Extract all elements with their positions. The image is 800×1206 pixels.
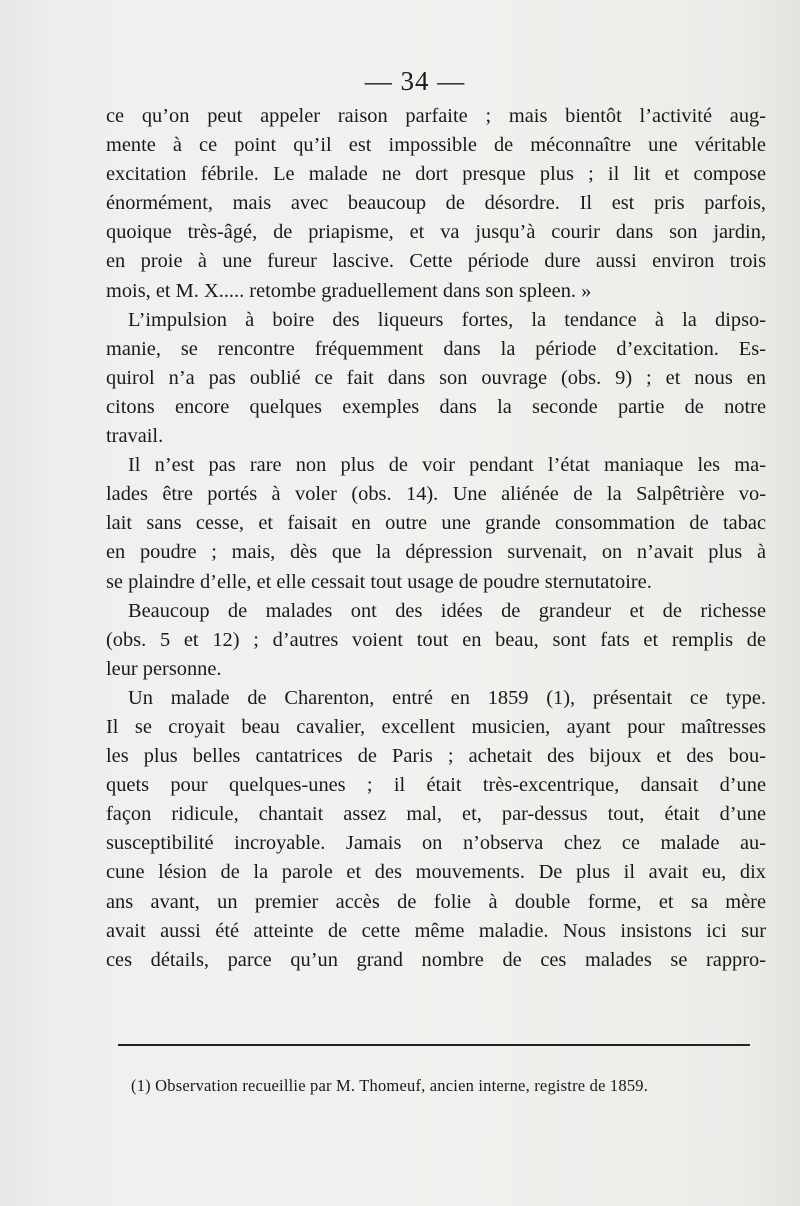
paragraph-5 xyxy=(106,684,766,975)
text-line: ce qu’on peut appeler raison parfaite ; mais bientôt l’activité aug- xyxy=(106,105,766,127)
footnote: (1) Observation recueillie par M. Thomeuf, ancien interne, registre de 1859. xyxy=(131,1076,649,1095)
text-line: Il se croyait beau cavalier, excellent musicien, ayant pour maîtresses xyxy=(106,715,766,738)
text-line: mois, et M. X..... retombe graduellement dans son spleen. » xyxy=(106,279,592,302)
page-number: — 34 — xyxy=(364,66,466,96)
text-line: Il n’est pas rare non plus de voir pendant l’état maniaque les ma- xyxy=(128,454,766,477)
text-line: lait sans cesse, et faisait en outre une grande consommation de tabac xyxy=(106,512,766,535)
text-line: citons encore quelques exemples dans la seconde partie de notre xyxy=(106,395,766,418)
text-line: les plus belles cantatrices de Paris ; achetait des bijoux et des bou- xyxy=(106,745,766,768)
text-line: ces détails, parce qu’un grand nombre de ces malades se rappro- xyxy=(106,948,766,971)
text-line: quoique très-âgé, de priapisme, et va jusqu’à courir dans son jardin, xyxy=(106,221,766,244)
text-line: façon ridicule, chantait assez mal, et, par-dessus tout, était d’une xyxy=(106,803,766,826)
text-line: (obs. 5 et 12) ; d’autres voient tout en beau, sont fats et remplis de xyxy=(106,628,766,651)
text-line: quirol n’a pas oublié ce fait dans son ouvrage (obs. 9) ; et nous en xyxy=(106,366,766,389)
text-line: en proie à une fureur lascive. Cette période dure aussi environ trois xyxy=(106,250,766,273)
text-line: manie, se rencontre fréquemment dans la période d’excitation. Es- xyxy=(106,337,766,360)
text-line: ans avant, un premier accès de folie à double forme, et sa mère xyxy=(106,890,766,913)
text-line: Beaucoup de malades ont des idées de grandeur et de richesse xyxy=(128,599,766,622)
paragraph-2 xyxy=(106,306,766,451)
text-line: leur personne. xyxy=(106,657,222,680)
text-line: énormément, mais avec beaucoup de désordre. Il est pris parfois, xyxy=(106,192,766,215)
text-line: avait aussi été atteinte de cette même maladie. Nous insistons ici sur xyxy=(106,919,766,942)
body-text xyxy=(106,102,766,975)
text-line: Un malade de Charenton, entré en 1859 (1), présentait ce type. xyxy=(128,686,766,709)
text-line: lades être portés à voler (obs. 14). Une aliénée de la Salpêtrière vo- xyxy=(106,483,766,506)
text-line: mente à ce point qu’il est impossible de méconnaître une véritable xyxy=(106,134,766,157)
paragraph-3 xyxy=(106,451,766,596)
text-line: quets pour quelques-unes ; il était très-excentrique, dansait d’une xyxy=(106,774,766,797)
text-line: excitation fébrile. Le malade ne dort presque plus ; il lit et compose xyxy=(106,163,766,186)
text-line: travail. xyxy=(106,425,164,448)
text-line: cune lésion de la parole et des mouvements. De plus il avait eu, dix xyxy=(106,861,766,884)
text-line: L’impulsion à boire des liqueurs fortes, la tendance à la dipso- xyxy=(128,308,766,331)
footnote-divider xyxy=(118,1044,750,1046)
text-line: en poudre ; mais, dès que la dépression survenait, on n’avait plus à xyxy=(106,541,766,564)
paragraph-4 xyxy=(106,597,766,684)
text-line: se plaindre d’elle, et elle cessait tout usage de poudre sternutatoire. xyxy=(106,570,652,593)
paragraph-1 xyxy=(106,102,766,306)
text-line: susceptibilité incroyable. Jamais on n’observa chez ce malade au- xyxy=(106,832,766,855)
